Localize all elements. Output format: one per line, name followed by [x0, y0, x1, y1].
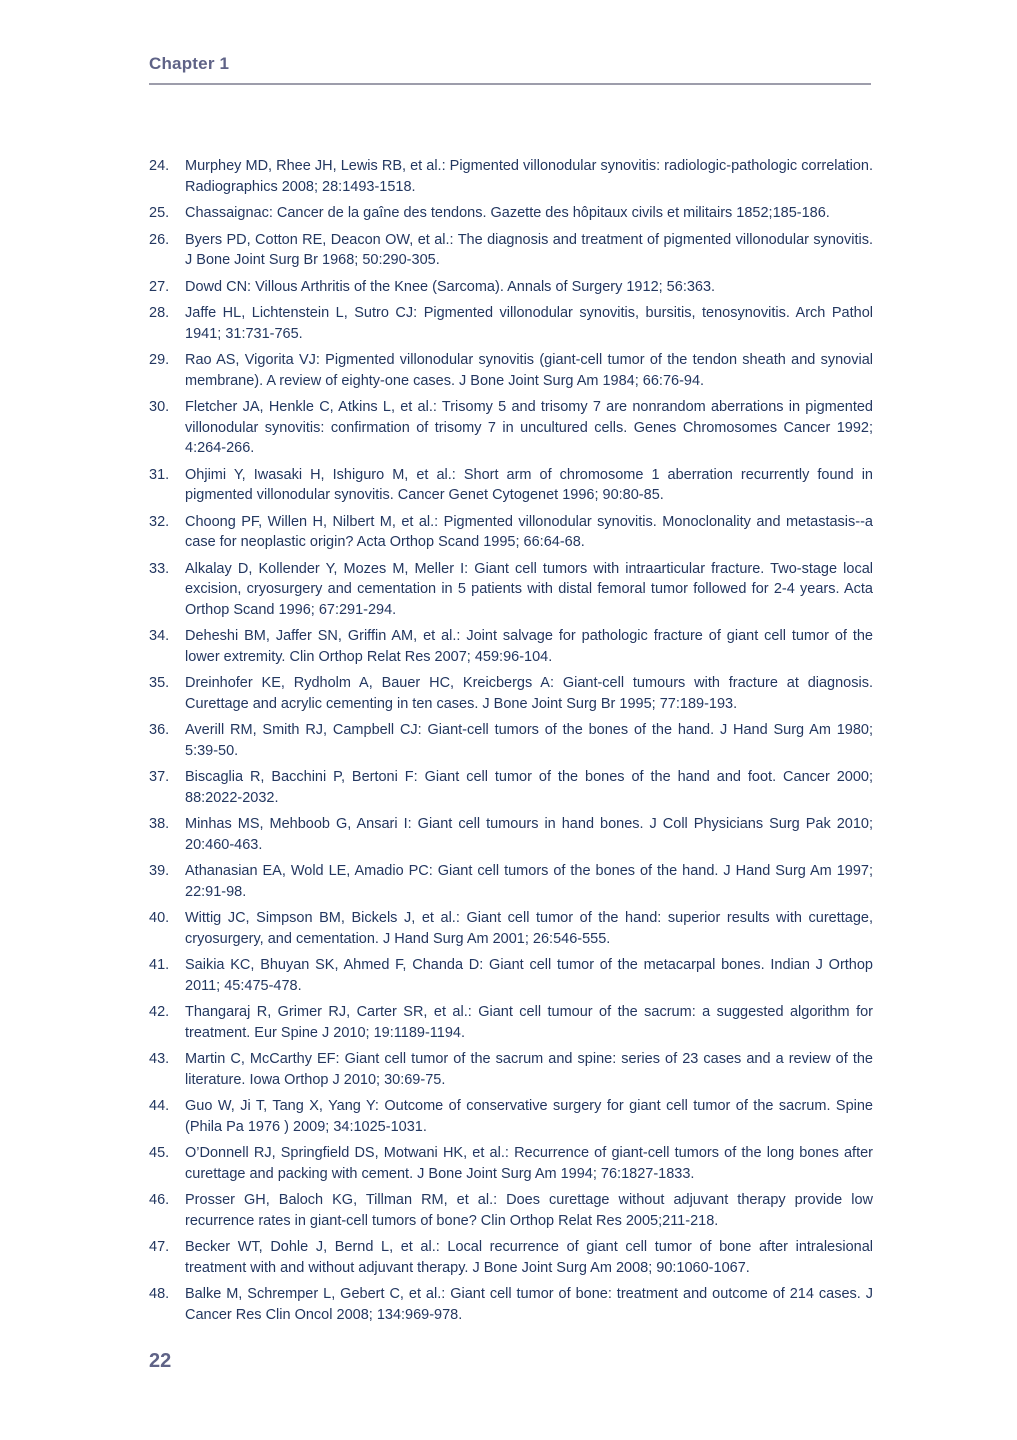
- reference-item: [149, 1190, 873, 1231]
- reference-text: Choong PF, Willen H, Nilbert M, et al.: Pigmented villonodular synovitis. Monoclonality and metastasis--a case for neoplastic origin? Acta Orthop Scand 1995; 66:64-68.: [185, 513, 873, 550]
- reference-text: Martin C, McCarthy EF: Giant cell tumor of the sacrum and spine: series of 23 cases and a review of the literature. Iowa Orthop J 2010; 30:69-75.: [185, 1051, 873, 1088]
- reference-text: Athanasian EA, Wold LE, Amadio PC: Giant cell tumors of the bones of the hand. J Hand Surg Am 1997; 22:91-98.: [185, 863, 873, 900]
- reference-text: Fletcher JA, Henkle C, Atkins L, et al.: Trisomy 5 and trisomy 7 are nonrandom aberrations in pigmented villonodular synovitis: confirmation of trisomy 7 in uncultured cells. Genes Chromosomes Cancer 1992; 4:264-266.: [185, 399, 873, 456]
- reference-number: 36.: [149, 722, 170, 738]
- reference-number: 41.: [149, 957, 170, 973]
- reference-text: Ohjimi Y, Iwasaki H, Ishiguro M, et al.: Short arm of chromosome 1 aberration recurrently found in pigmented villonodular synovitis. Cancer Genet Cytogenet 1996; 90:80-85.: [185, 466, 873, 503]
- reference-item: [149, 203, 873, 224]
- reference-item: [149, 955, 873, 996]
- reference-number: 40.: [149, 910, 170, 926]
- reference-list: [149, 156, 873, 1331]
- reference-number: 44.: [149, 1098, 170, 1114]
- reference-item: [149, 1096, 873, 1137]
- reference-item: [149, 277, 873, 298]
- reference-number: 26.: [149, 231, 170, 248]
- reference-item: [149, 350, 873, 391]
- reference-number: 34.: [149, 628, 170, 644]
- reference-number: 31.: [149, 466, 170, 483]
- reference-number: 30.: [149, 399, 170, 415]
- chapter-header: [149, 54, 871, 85]
- page-number: 22: [149, 1350, 172, 1372]
- reference-text: Prosser GH, Baloch KG, Tillman RM, et al.: Does curettage without adjuvant therapy provide low recurrence rates in giant-cell tumors of bone? Clin Orthop Relat Res 2005;211-218.: [185, 1192, 873, 1229]
- reference-item: [149, 1237, 873, 1278]
- reference-text: Balke M, Schremper L, Gebert C, et al.: Giant cell tumor of bone: treatment and outcome of 214 cases. J Cancer Res Clin Oncol 2008; 134:969-978.: [185, 1286, 873, 1323]
- reference-item: [149, 512, 873, 553]
- reference-number: 45.: [149, 1145, 170, 1161]
- reference-item: [149, 1284, 873, 1325]
- reference-number: 37.: [149, 769, 170, 785]
- reference-item: [149, 626, 873, 667]
- reference-text: Byers PD, Cotton RE, Deacon OW, et al.: The diagnosis and treatment of pigmented villonodular synovitis. J Bone Joint Surg Br 1968; 50:290-305.: [185, 231, 873, 268]
- reference-item: [149, 1143, 873, 1184]
- reference-text: Jaffe HL, Lichtenstein L, Sutro CJ: Pigmented villonodular synovitis, bursitis, tenosynovitis. Arch Pathol 1941; 31:731-765.: [185, 305, 873, 342]
- reference-number: 25.: [149, 205, 170, 221]
- reference-item: [149, 720, 873, 761]
- header-rule: [149, 83, 871, 85]
- reference-number: 24.: [149, 158, 170, 174]
- reference-text: Dreinhofer KE, Rydholm A, Bauer HC, Kreicbergs A: Giant-cell tumours with fracture at diagnosis. Curettage and acrylic cementing in ten cases. J Bone Joint Surg Br 1995; 77:189-193.: [185, 675, 873, 712]
- reference-text: Rao AS, Vigorita VJ: Pigmented villonodular synovitis (giant-cell tumor of the tendon sheath and synovial membrane). A review of eighty-one cases. J Bone Joint Surg Am 1984; 66:76-94.: [185, 352, 873, 389]
- reference-text: Becker WT, Dohle J, Bernd L, et al.: Local recurrence of giant cell tumor of bone after intralesional treatment with and without adjuvant therapy. J Bone Joint Surg Am 2008; 90:1060-1067.: [185, 1239, 873, 1276]
- reference-text: Averill RM, Smith RJ, Campbell CJ: Giant-cell tumors of the bones of the hand. J Hand Surg Am 1980; 5:39-50.: [185, 722, 873, 759]
- reference-text: Deheshi BM, Jaffer SN, Griffin AM, et al.: Joint salvage for pathologic fracture of giant cell tumor of the lower extremity. Clin Orthop Relat Res 2007; 459:96-104.: [185, 628, 873, 665]
- reference-number: 35.: [149, 675, 170, 691]
- reference-number: 33.: [149, 560, 170, 577]
- chapter-title: Chapter 1: [149, 54, 230, 73]
- reference-item: [149, 1002, 873, 1043]
- reference-item: [149, 397, 873, 459]
- reference-text: Wittig JC, Simpson BM, Bickels J, et al.: Giant cell tumor of the hand: superior results with curettage, cryosurgery, and cementation. J Hand Surg Am 2001; 26:546-555.: [185, 910, 873, 947]
- reference-number: 42.: [149, 1004, 170, 1020]
- reference-number: 29.: [149, 352, 170, 368]
- reference-number: 38.: [149, 816, 170, 832]
- reference-number: 48.: [149, 1286, 170, 1302]
- reference-item: [149, 767, 873, 808]
- reference-item: [149, 673, 873, 714]
- reference-item: [149, 908, 873, 949]
- reference-text: Guo W, Ji T, Tang X, Yang Y: Outcome of conservative surgery for giant cell tumor of the sacrum. Spine (Phila Pa 1976 ) 2009; 34:1025-1031.: [185, 1098, 873, 1135]
- reference-item: [149, 156, 873, 197]
- reference-text: Alkalay D, Kollender Y, Mozes M, Meller I: Giant cell tumors with intraarticular fracture. Two-stage local excision, cryosurgery and cementation in 5 patients with distal femoral tumor followed for 2-4 years. Acta Orthop Scand 1996; 67:291-294.: [185, 560, 873, 618]
- reference-text: Chassaignac: Cancer de la gaîne des tendons. Gazette des hôpitaux civils et militairs 1852;185-186.: [185, 205, 830, 221]
- reference-number: 27.: [149, 278, 170, 295]
- reference-number: 39.: [149, 863, 170, 879]
- reference-number: 47.: [149, 1239, 170, 1255]
- reference-item: [149, 230, 873, 271]
- reference-text: Dowd CN: Villous Arthritis of the Knee (Sarcoma). Annals of Surgery 1912; 56:363.: [185, 278, 716, 295]
- reference-item: [149, 465, 873, 506]
- reference-text: Thangaraj R, Grimer RJ, Carter SR, et al.: Giant cell tumour of the sacrum: a suggested algorithm for treatment. Eur Spine J 2010; 19:1189-1194.: [185, 1004, 873, 1041]
- reference-text: Saikia KC, Bhuyan SK, Ahmed F, Chanda D: Giant cell tumor of the metacarpal bones. Indian J Orthop 2011; 45:475-478.: [185, 957, 873, 994]
- reference-item: [149, 559, 873, 621]
- reference-text: O’Donnell RJ, Springfield DS, Motwani HK, et al.: Recurrence of giant-cell tumors of the long bones after curettage and packing with cement. J Bone Joint Surg Am 1994; 76:1827-1833.: [185, 1145, 873, 1182]
- reference-item: [149, 303, 873, 344]
- reference-number: 43.: [149, 1051, 170, 1067]
- reference-item: [149, 1049, 873, 1090]
- reference-item: [149, 861, 873, 902]
- reference-number: 46.: [149, 1192, 170, 1208]
- reference-number: 28.: [149, 305, 170, 321]
- reference-number: 32.: [149, 513, 170, 530]
- reference-text: Murphey MD, Rhee JH, Lewis RB, et al.: Pigmented villonodular synovitis: radiologic-pathologic correlation. Radiographics 2008; 28:1493-1518.: [185, 158, 873, 195]
- reference-text: Biscaglia R, Bacchini P, Bertoni F: Giant cell tumor of the bones of the hand and foot. Cancer 2000; 88:2022-2032.: [185, 769, 873, 806]
- reference-item: [149, 814, 873, 855]
- reference-text: Minhas MS, Mehboob G, Ansari I: Giant cell tumours in hand bones. J Coll Physicians Surg Pak 2010; 20:460-463.: [185, 816, 873, 853]
